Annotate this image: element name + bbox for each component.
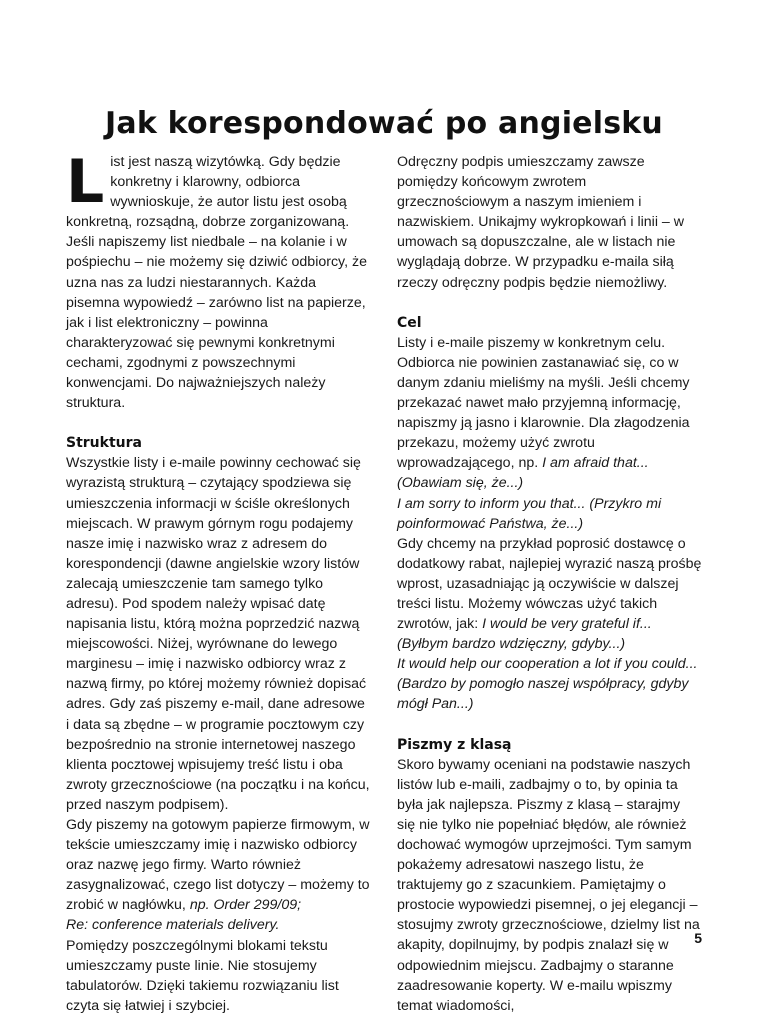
rabat-example-grateful: I would be very grateful if... (Byłbym bardzo wdzięczny, gdyby...) [397, 616, 652, 653]
section-heading-cel: Cel [397, 314, 422, 331]
firm-example-re: Re: conference materials delivery. [66, 917, 280, 934]
right-column [397, 152, 702, 1016]
firm-paper-paragraph [66, 815, 371, 936]
section-heading-klasa: Piszmy z klasą [397, 736, 512, 753]
section-heading-struktura: Struktura [66, 435, 142, 452]
firm-example-order: np. Order 299/09; [189, 897, 302, 914]
rabat-example-cooperation: It would help our cooperation a lot if you could... (Bardzo by pomogło naszej współpracy, gdyby mógł Pan...) [397, 656, 698, 713]
signature-paragraph: Odręczny podpis umieszczamy zawsze pomiędzy końcowym zwrotem grzecznościowym a naszym imieniem i nazwiskiem. Unikajmy wykropkowań i linii – w umowach są dopuszczalne, ale w listach nie wyglądają dobrze. W przypadku e-maila siłą rzeczy odręczny podpis będzie niemożliwy. [397, 154, 684, 291]
blocks-paragraph: Pomiędzy poszczególnymi blokami tekstu umieszczamy puste linie. Nie stosujemy tabulatorów. Dzięki takiemu rozwiązaniu list czyta się łatwiej i szybciej. [66, 937, 339, 1014]
klasa-paragraph: Skoro bywamy oceniani na podstawie naszych listów lub e-maili, zadbajmy o to, by opinia ta była jak najlepsza. Piszmy z klasą – starajmy się nie tylko nie popełniać błędów, ale również dochować wymogów uprzejmości. Tym samym pokażemy adresatowi naszego listu, że traktujemy go z szacunkiem. Pamiętajmy o prostocie wypowiedzi pisemnej, o jej elegancji – stosujmy zwroty grzecznościowe, dzielmy list na akapity, dopilnujmy, by podpis znalazł się w odpowiednim miejscu. Zadbajmy o staranne zaadresowanie koperty. W e-mailu wpiszmy temat wiadomości, [397, 756, 700, 1014]
page-number: 5 [694, 930, 702, 946]
cel-text: Listy i e-maile piszemy w konkretnym celu. Odbiorca nie powinien zastanawiać się, co w danym zdaniu mieliśmy na myśli. Jeśli chcemy przekazać nawet mało przyjemną informację, napiszmy ją jasno i klarownie. Dla złagodzenia przekazu, możemy użyć zwrotu wprowadzającego, np. [397, 334, 690, 472]
cel-paragraph [397, 333, 702, 534]
intro-paragraph [66, 147, 371, 413]
struktura-paragraph: Wszystkie listy i e-maile powinny cechować się wyrazistą strukturą – czytający spodziewa się umieszczenia informacji w ściśle określonych miejscach. W prawym górnym rogu podajemy nasze imię i nazwisko wraz z adresem do korespondencji (dawne angielskie wzory listów zalecają umieszczenie tam samego tylko adresu). Pod spodem należy wpisać datę napisania listu, którą można poprzedzić nazwą miejscowości. Niżej, wyrównane do lewego marginesu – imię i nazwisko odbiorcy wraz z nazwą firmy, po której możemy również dopisać adres. Gdy zaś piszemy e-mail, dane adresowe i data są zbędne – w programie pocztowym czy bezpośrednio na stronie internetowej naszego klienta pocztowej wpisujemy treść listu i oba zwroty grzecznościowe (na początku i na końcu, przed naszym podpisem). [66, 455, 370, 813]
rabat-paragraph [397, 534, 702, 715]
firm-text: Gdy piszemy na gotowym papierze firmowym, w tekście umieszczamy imię i nazwisko odbiorcy oraz nazwę jego firmy. Warto również zasygnalizować, czego list dotyczy – możemy to zrobić w nagłówku, [66, 817, 370, 914]
cel-example-sorry: I am sorry to inform you that... (Przykro mi poinformować Państwa, że...) [397, 495, 662, 532]
rabat-text: Gdy chcemy na przykład poprosić dostawcę o dodatkowy rabat, najlepiej wyrazić naszą prośbę wprost, uzasadniając ją oczywiście w dalszej treści listu. Możemy wówczas użyć takich zwrotów, jak: [397, 535, 702, 633]
intro-text: ist jest naszą wizytówką. Gdy będzie konkretny i klarowny, odbiorca wywnioskuje, że autor listu jest osobą konkretną, rozsądną, dobrze zorganizowaną. Jeśli napiszemy list niedbale – na kolanie i w pośpiechu – nie możemy się dziwić odbiorcy, że uzna nas za ludzi niestarannych. Każda pisemna wypowiedź – zarówno list na papierze, jak i list elektroniczny – powinna charakteryzować się pewnymi konkretnymi cechami, zgodnymi z powszechnymi konwencjami. Do najważniejszych należy struktura. [66, 154, 367, 412]
page-title: Jak korespondować po angielsku [105, 106, 663, 141]
cel-example-afraid: I am afraid that... (Obawiam się, że...) [397, 455, 649, 492]
left-column [66, 147, 371, 1016]
drop-cap: L [66, 147, 105, 217]
